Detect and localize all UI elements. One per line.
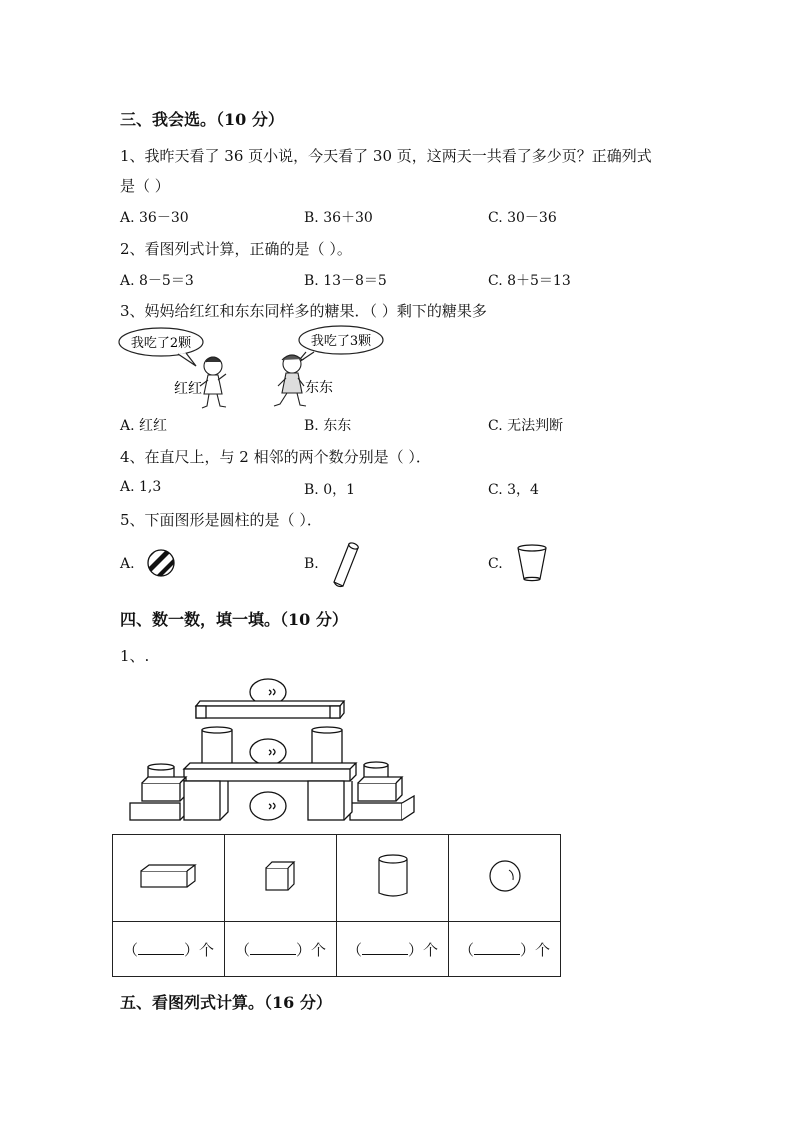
q1-option-a[interactable]: A. 36－30: [120, 210, 189, 226]
q4-1-text: 1、.: [120, 647, 150, 665]
q3-option-b[interactable]: B. 东东: [304, 418, 352, 434]
girl-figure-icon: [200, 357, 226, 408]
middle-ball: [250, 739, 286, 765]
cuboid-cell: [113, 835, 225, 922]
sphere-icon: [487, 858, 523, 894]
q1-option-c[interactable]: C. 30－36: [488, 210, 557, 226]
q5-text: 5、下面图形是圆柱的是（ ）．: [120, 511, 322, 529]
q1-text-line1: 1、我昨天看了 36 页小说，今天看了 30 页，这两天一共看了多少页？正确列式: [120, 147, 652, 165]
q2-option-b[interactable]: B. 13－8＝5: [304, 273, 387, 289]
q2-option-a[interactable]: A. 8－5＝3: [120, 273, 194, 289]
bottom-ball: [250, 792, 286, 820]
q4-option-b[interactable]: B. 0，1: [304, 482, 356, 498]
q4-option-a[interactable]: A. 1,3: [120, 479, 162, 495]
answer-blank[interactable]: [474, 942, 520, 955]
name-dong: 东东: [305, 380, 333, 396]
cube-icon: [264, 860, 298, 892]
q5-option-a[interactable]: A.: [120, 556, 135, 572]
building-blocks-illustration: [128, 672, 420, 828]
q2-option-c[interactable]: C. 8＋5＝13: [488, 273, 571, 289]
bubble1-text: 我吃了2颗: [130, 336, 192, 351]
section3-title: 三、我会选。（10 分）: [120, 110, 284, 129]
section4-title: 四、数一数，填一填。（10 分）: [120, 610, 348, 629]
q1-option-b[interactable]: B. 36＋30: [304, 210, 373, 226]
striped-ball-icon: [145, 547, 177, 579]
sphere-count-cell[interactable]: （ ）个: [449, 922, 561, 977]
sphere-cell: [449, 835, 561, 922]
cup-icon: [514, 543, 550, 583]
cylinder-icon: [376, 853, 410, 899]
bubble2-text: 我吃了3颗: [310, 334, 372, 349]
q4-option-c[interactable]: C. 3，4: [488, 482, 539, 498]
name-hong: 红红: [174, 381, 202, 397]
answer-blank[interactable]: [250, 942, 296, 955]
shapes-count-table: [112, 834, 561, 977]
cuboid-icon: [139, 861, 199, 891]
q5-option-b[interactable]: B.: [304, 556, 319, 572]
cylinder-cell: [337, 835, 449, 922]
answer-blank[interactable]: [138, 942, 184, 955]
cuboid-count-cell[interactable]: （ ）个: [113, 922, 225, 977]
q4-text: 4、在直尺上，与 2 相邻的两个数分别是（ ）．: [120, 448, 431, 466]
q3-kids-illustration: [116, 322, 386, 414]
cube-count-cell[interactable]: （ ）个: [225, 922, 337, 977]
answer-blank[interactable]: [362, 942, 408, 955]
q5-option-c[interactable]: C.: [488, 556, 503, 572]
q3-option-c[interactable]: C. 无法判断: [488, 418, 564, 434]
q2-text: 2、看图列式计算，正确的是（ ）。: [120, 240, 352, 258]
cylinder-count-cell[interactable]: （ ）个: [337, 922, 449, 977]
q3-option-a[interactable]: A. 红红: [120, 418, 168, 434]
q1-text-line2: 是（ ）: [120, 177, 170, 195]
section5-title: 五、看图列式计算。（16 分）: [120, 993, 332, 1012]
boy-figure-icon: [274, 355, 306, 406]
q3-text: 3、妈妈给红红和东东同样多的糖果．（ ）剩下的糖果多: [120, 302, 487, 320]
cylinder-rod-icon: [330, 540, 364, 590]
cube-cell: [225, 835, 337, 922]
